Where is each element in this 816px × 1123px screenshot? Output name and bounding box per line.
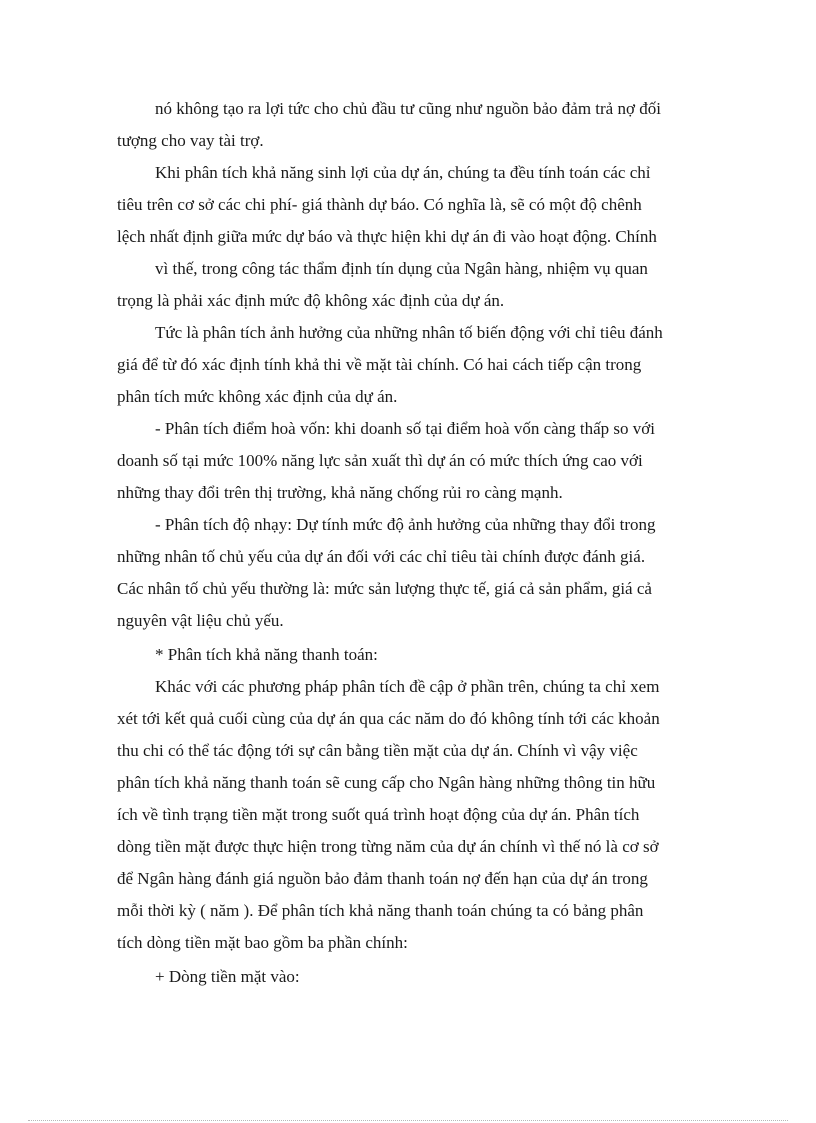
text-line: doanh số tại mức 100% năng lực sản xuất thì dự án có mức thích ứng cao với [117,451,643,470]
text-line: những nhân tố chủ yếu của dự án đối với các chỉ tiêu tài chính được đánh giá. [117,547,646,566]
text-line: phân tích khả năng thanh toán sẽ cung cấp cho Ngân hàng những thông tin hữu [117,773,656,792]
text-line: + Dòng tiền mặt vào: [155,967,300,986]
text-line: giá để từ đó xác định tính khả thi về mặt tài chính. Có hai cách tiếp cận trong [117,355,642,374]
text-line: mỗi thời kỳ ( năm ). Để phân tích khả năng thanh toán chúng ta có bảng phân [117,901,644,920]
text-line: phân tích mức không xác định của dự án. [117,387,398,406]
text-line: Các nhân tố chủ yếu thường là: mức sản lượng thực tế, giá cả sản phẩm, giá cả [117,579,652,598]
text-line: trọng là phải xác định mức độ không xác định của dự án. [117,291,505,310]
text-line: Khác với các phương pháp phân tích đề cập ở phần trên, chúng ta chỉ xem [155,677,660,696]
text-line: tượng cho vay tài trợ. [117,131,264,150]
text-line: để Ngân hàng đánh giá nguồn bảo đảm thanh toán nợ đến hạn của dự án trong [117,869,648,888]
text-line: ích về tình trạng tiền mặt trong suốt quá trình hoạt động của dự án. Phân tích [117,805,640,824]
text-line: tích dòng tiền mặt bao gồm ba phần chính: [117,933,408,952]
text-line: - Phân tích điểm hoà vốn: khi doanh số tại điểm hoà vốn càng thấp so với [155,419,656,438]
page-bottom-divider [28,1120,788,1121]
text-line: dòng tiền mặt được thực hiện trong từng năm của dự án chính vì thế nó là cơ sở [117,837,659,856]
text-line: Khi phân tích khả năng sinh lợi của dự án, chúng ta đều tính toán các chỉ [155,163,651,182]
text-line: * Phân tích khả năng thanh toán: [155,645,378,664]
text-line: thu chi có thể tác động tới sự cân bằng tiền mặt của dự án. Chính vì vậy việc [117,741,638,760]
text-line: - Phân tích độ nhạy: Dự tính mức độ ảnh hưởng của những thay đổi trong [155,515,656,534]
text-line: những thay đổi trên thị trường, khả năng chống rủi ro càng mạnh. [117,483,563,502]
text-line: xét tới kết quả cuối cùng của dự án qua các năm do đó không tính tới các khoản [117,709,660,728]
text-line: Tức là phân tích ảnh hưởng của những nhân tố biến động với chỉ tiêu đánh [155,323,663,342]
text-line: vì thế, trong công tác thẩm định tín dụng của Ngân hàng, nhiệm vụ quan [155,259,648,278]
text-line: nó không tạo ra lợi tức cho chủ đầu tư cũng như nguồn bảo đảm trả nợ đối [155,99,661,118]
text-line: lệch nhất định giữa mức dự báo và thực hiện khi dự án đi vào hoạt động. Chính [117,227,657,246]
text-line: tiêu trên cơ sở các chi phí- giá thành dự báo. Có nghĩa là, sẽ có một độ chênh [117,195,642,214]
text-line: nguyên vật liệu chủ yếu. [117,611,284,630]
